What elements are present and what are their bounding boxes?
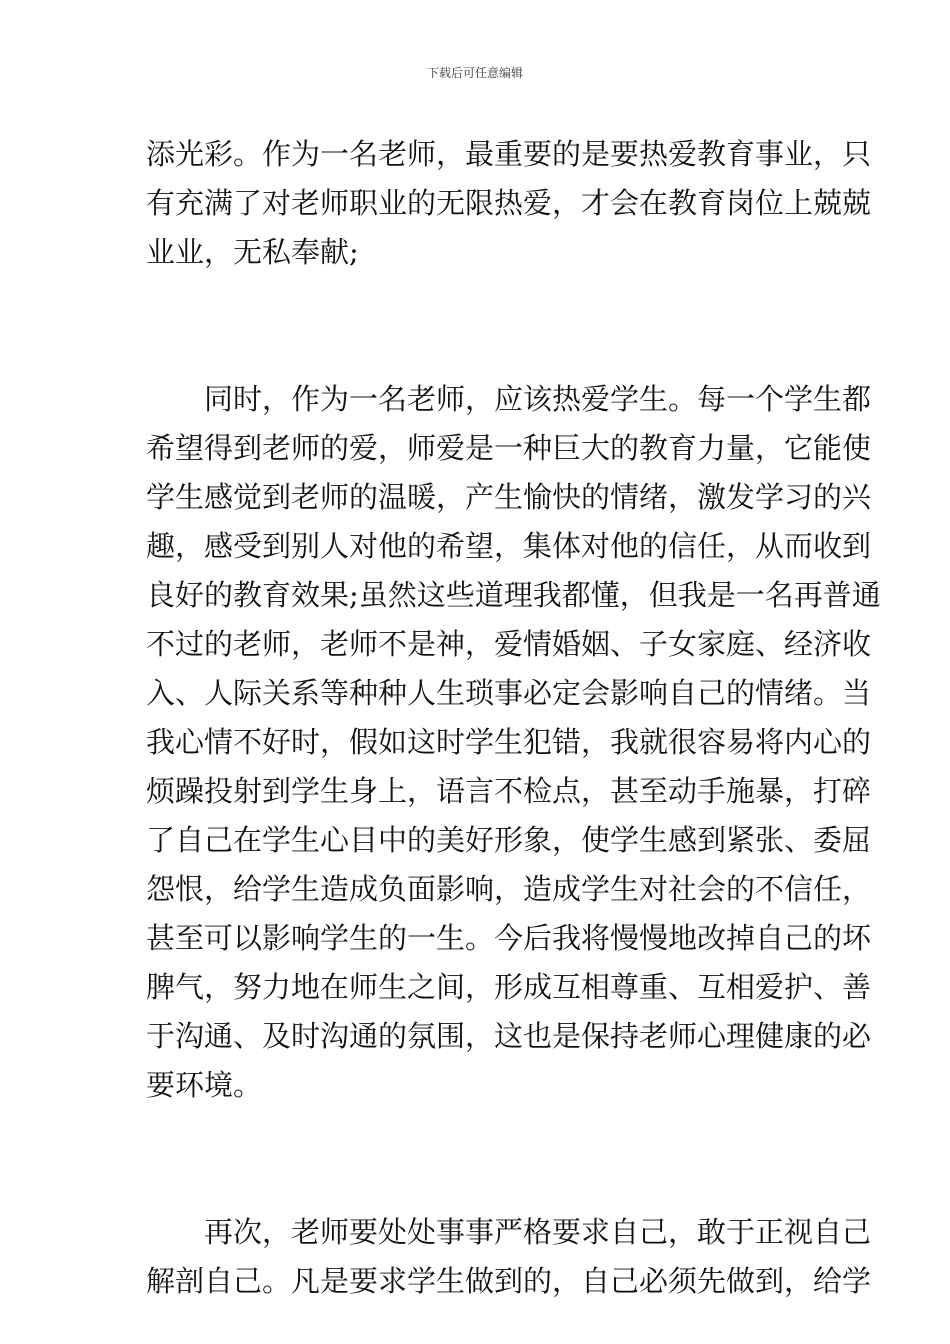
text-line: 脾气，努力地在师生之间，形成互相尊重、互相爱护、善: [146, 970, 872, 1004]
text-line: 于沟通、及时沟通的氛围，这也是保持老师心理健康的必: [146, 1019, 872, 1053]
text-line: 趣，感受到别人对他的希望，集体对他的信任，从而收到: [146, 529, 872, 563]
text-line: 我心情不好时，假如这时学生犯错，我就很容易将内心的: [146, 725, 872, 759]
text-line: 业业，无私奉献;: [146, 235, 359, 269]
text-line: 同时，作为一名老师，应该热爱学生。每一个学生都: [204, 382, 872, 416]
paragraph-gap: [146, 277, 806, 375]
text-line: 了自己在学生心目中的美好形象，使学生感到紧张、委屈: [146, 823, 872, 857]
text-line: 烦躁投射到学生身上，语言不检点，甚至动手施暴，打碎: [146, 774, 872, 808]
text-line: 不过的老师，老师不是神，爱情婚姻、子女家庭、经济收: [146, 627, 872, 661]
text-line: 再次，老师要处处事事严格要求自己，敢于正视自己: [204, 1215, 872, 1249]
paragraph-2: [146, 375, 881, 1110]
text-line: 添光彩。作为一名老师，最重要的是要热爱教育事业，只: [146, 137, 872, 171]
text-line: 希望得到老师的爱，师爱是一种巨大的教育力量，它能使: [146, 431, 872, 465]
text-line: 学生感觉到老师的温暖，产生愉快的情绪，激发学习的兴: [146, 480, 872, 514]
paragraph-3: [146, 1208, 872, 1306]
text-line: 甚至可以影响学生的一生。今后我将慢慢地改掉自己的坏: [146, 921, 872, 955]
text-line: 怨恨，给学生造成负面影响，造成学生对社会的不信任，: [146, 872, 872, 906]
text-line: 良好的教育效果;虽然这些道理我都懂，但我是一名再普通: [146, 578, 881, 612]
text-line: 解剖自己。凡是要求学生做到的，自己必须先做到，给学: [146, 1264, 872, 1298]
paragraph-1: [146, 130, 872, 277]
text-line: 有充满了对老师职业的无限热爱，才会在教育岗位上兢兢: [146, 186, 872, 220]
paragraph-gap: [146, 1110, 806, 1208]
text-line: 入、人际关系等种种人生琐事必定会影响自己的情绪。当: [146, 676, 872, 710]
text-line: 要环境。: [146, 1068, 263, 1102]
body-text: [146, 130, 881, 1306]
page-header: 下载后可任意编辑: [426, 66, 523, 80]
